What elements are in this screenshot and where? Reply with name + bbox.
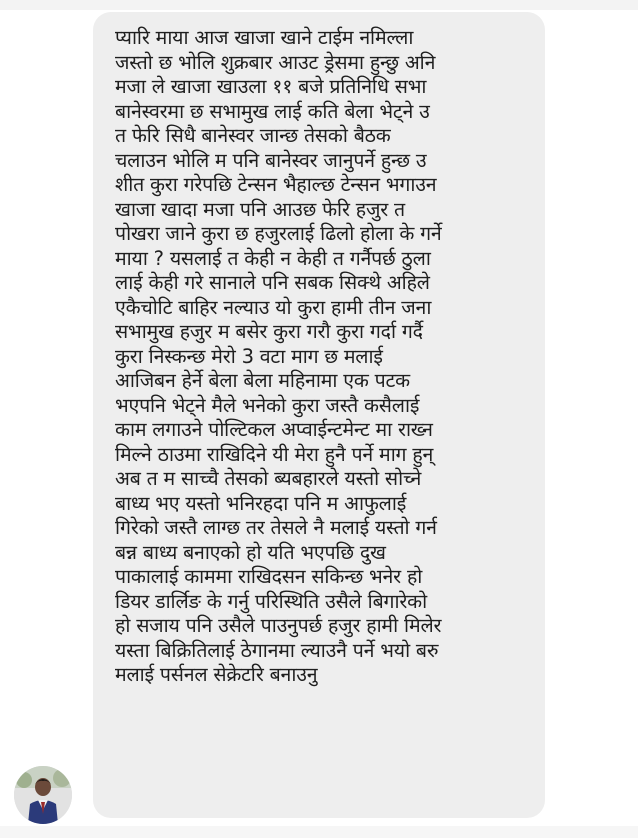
message-line: पाकालाई काममा राखिदसन सकिन्छ भनेर हो (115, 565, 423, 588)
message-line: मलाई पर्सनल सेक्रेटरि बनाउनु (115, 663, 318, 686)
message-line: बाध्य भए यस्तो भनिरहदा पनि म आफुलाई (115, 491, 407, 515)
message-line: त फेरि सिधै बानेस्वर जान्छ तेसको बैठक (115, 124, 391, 147)
message-line: एकैचोटि बाहिर नल्याउ यो कुरा हामी तीन जना (115, 295, 432, 319)
message-line: माया ? यसलाई त केही न केही त गर्नैपर्छ ठुला (115, 246, 431, 270)
message-bubble[interactable] (93, 12, 545, 818)
message-line: बानेस्वरमा छ सभामुख लाई कति बेला भेट्ने उ (115, 99, 430, 123)
bottom-divider (0, 826, 638, 838)
message-line: जस्तो छ भोलि शुक्रबार आउट ड्रेसमा हुन्छु अनि (115, 50, 436, 74)
message-line: कुरा निस्कन्छ मेरो 3 वटा माग छ मलाई (115, 344, 383, 368)
message-line: भएपनि भेट्ने मैले भनेको कुरा जस्तै कसैलाई (115, 393, 420, 417)
message-line: चलाउन भोलि म पनि बानेस्वर जानुपर्ने हुन्छ उ (115, 148, 427, 172)
message-line: अब त म साच्चै तेसको ब्यबहारले यस्तो सोच्ने (115, 467, 422, 490)
message-line: काम लगाउने पोल्टिकल अप्वाईन्टमेन्ट मा राख्न (115, 418, 433, 441)
message-line: यस्ता बिक्रितिलाई ठेगानमा ल्याउनै पर्ने भयो बरु (115, 638, 439, 662)
message-line: गिरेको जस्तै लाग्छ तर तेसले नै मलाई यस्तो गर्न (115, 516, 437, 539)
message-line: बन्न बाध्य बनाएको हो यति भएपछि दुख (115, 540, 386, 564)
message-line: हो सजाय पनि उसैले पाउनुपर्छ हजुर हामी मिलेर (115, 614, 442, 637)
message-line: शीत कुरा गरेपछि टेन्सन भैहाल्छ टेन्सन भगाउन (115, 173, 437, 196)
message-line: डियर डार्लिङ के गर्नु परिस्थिति उसैले बिगारेको (115, 589, 427, 613)
message-line: आजिबन हेर्ने बेला बेला महिनामा एक पटक (115, 369, 410, 392)
message-line: मजा ले खाजा खाउला ११ बजे प्रतिनिधि सभा (115, 75, 427, 98)
message-line: लाई केही गरे सानाले पनि सबक सिक्थे अहिले (115, 271, 430, 294)
profile-photo-icon (14, 766, 72, 824)
message-line: सभामुख हजुर म बसेर कुरा गरौ कुरा गर्दा गर्दै (115, 320, 423, 343)
message-line: प्यारि माया आज खाजा खाने टाईम नमिल्ला (115, 26, 414, 49)
top-divider (0, 0, 638, 10)
message-line: मिल्ने ठाउमा राखिदिने यी मेरा हुनै पर्ने माग हुन् (115, 442, 434, 466)
message-line: पोखरा जाने कुरा छ हजुरलाई ढिलो होला के गर्ने (115, 222, 442, 245)
message-line: खाजा खादा मजा पनि आउछ फेरि हजुर त (115, 197, 405, 221)
sender-avatar[interactable] (14, 766, 72, 824)
